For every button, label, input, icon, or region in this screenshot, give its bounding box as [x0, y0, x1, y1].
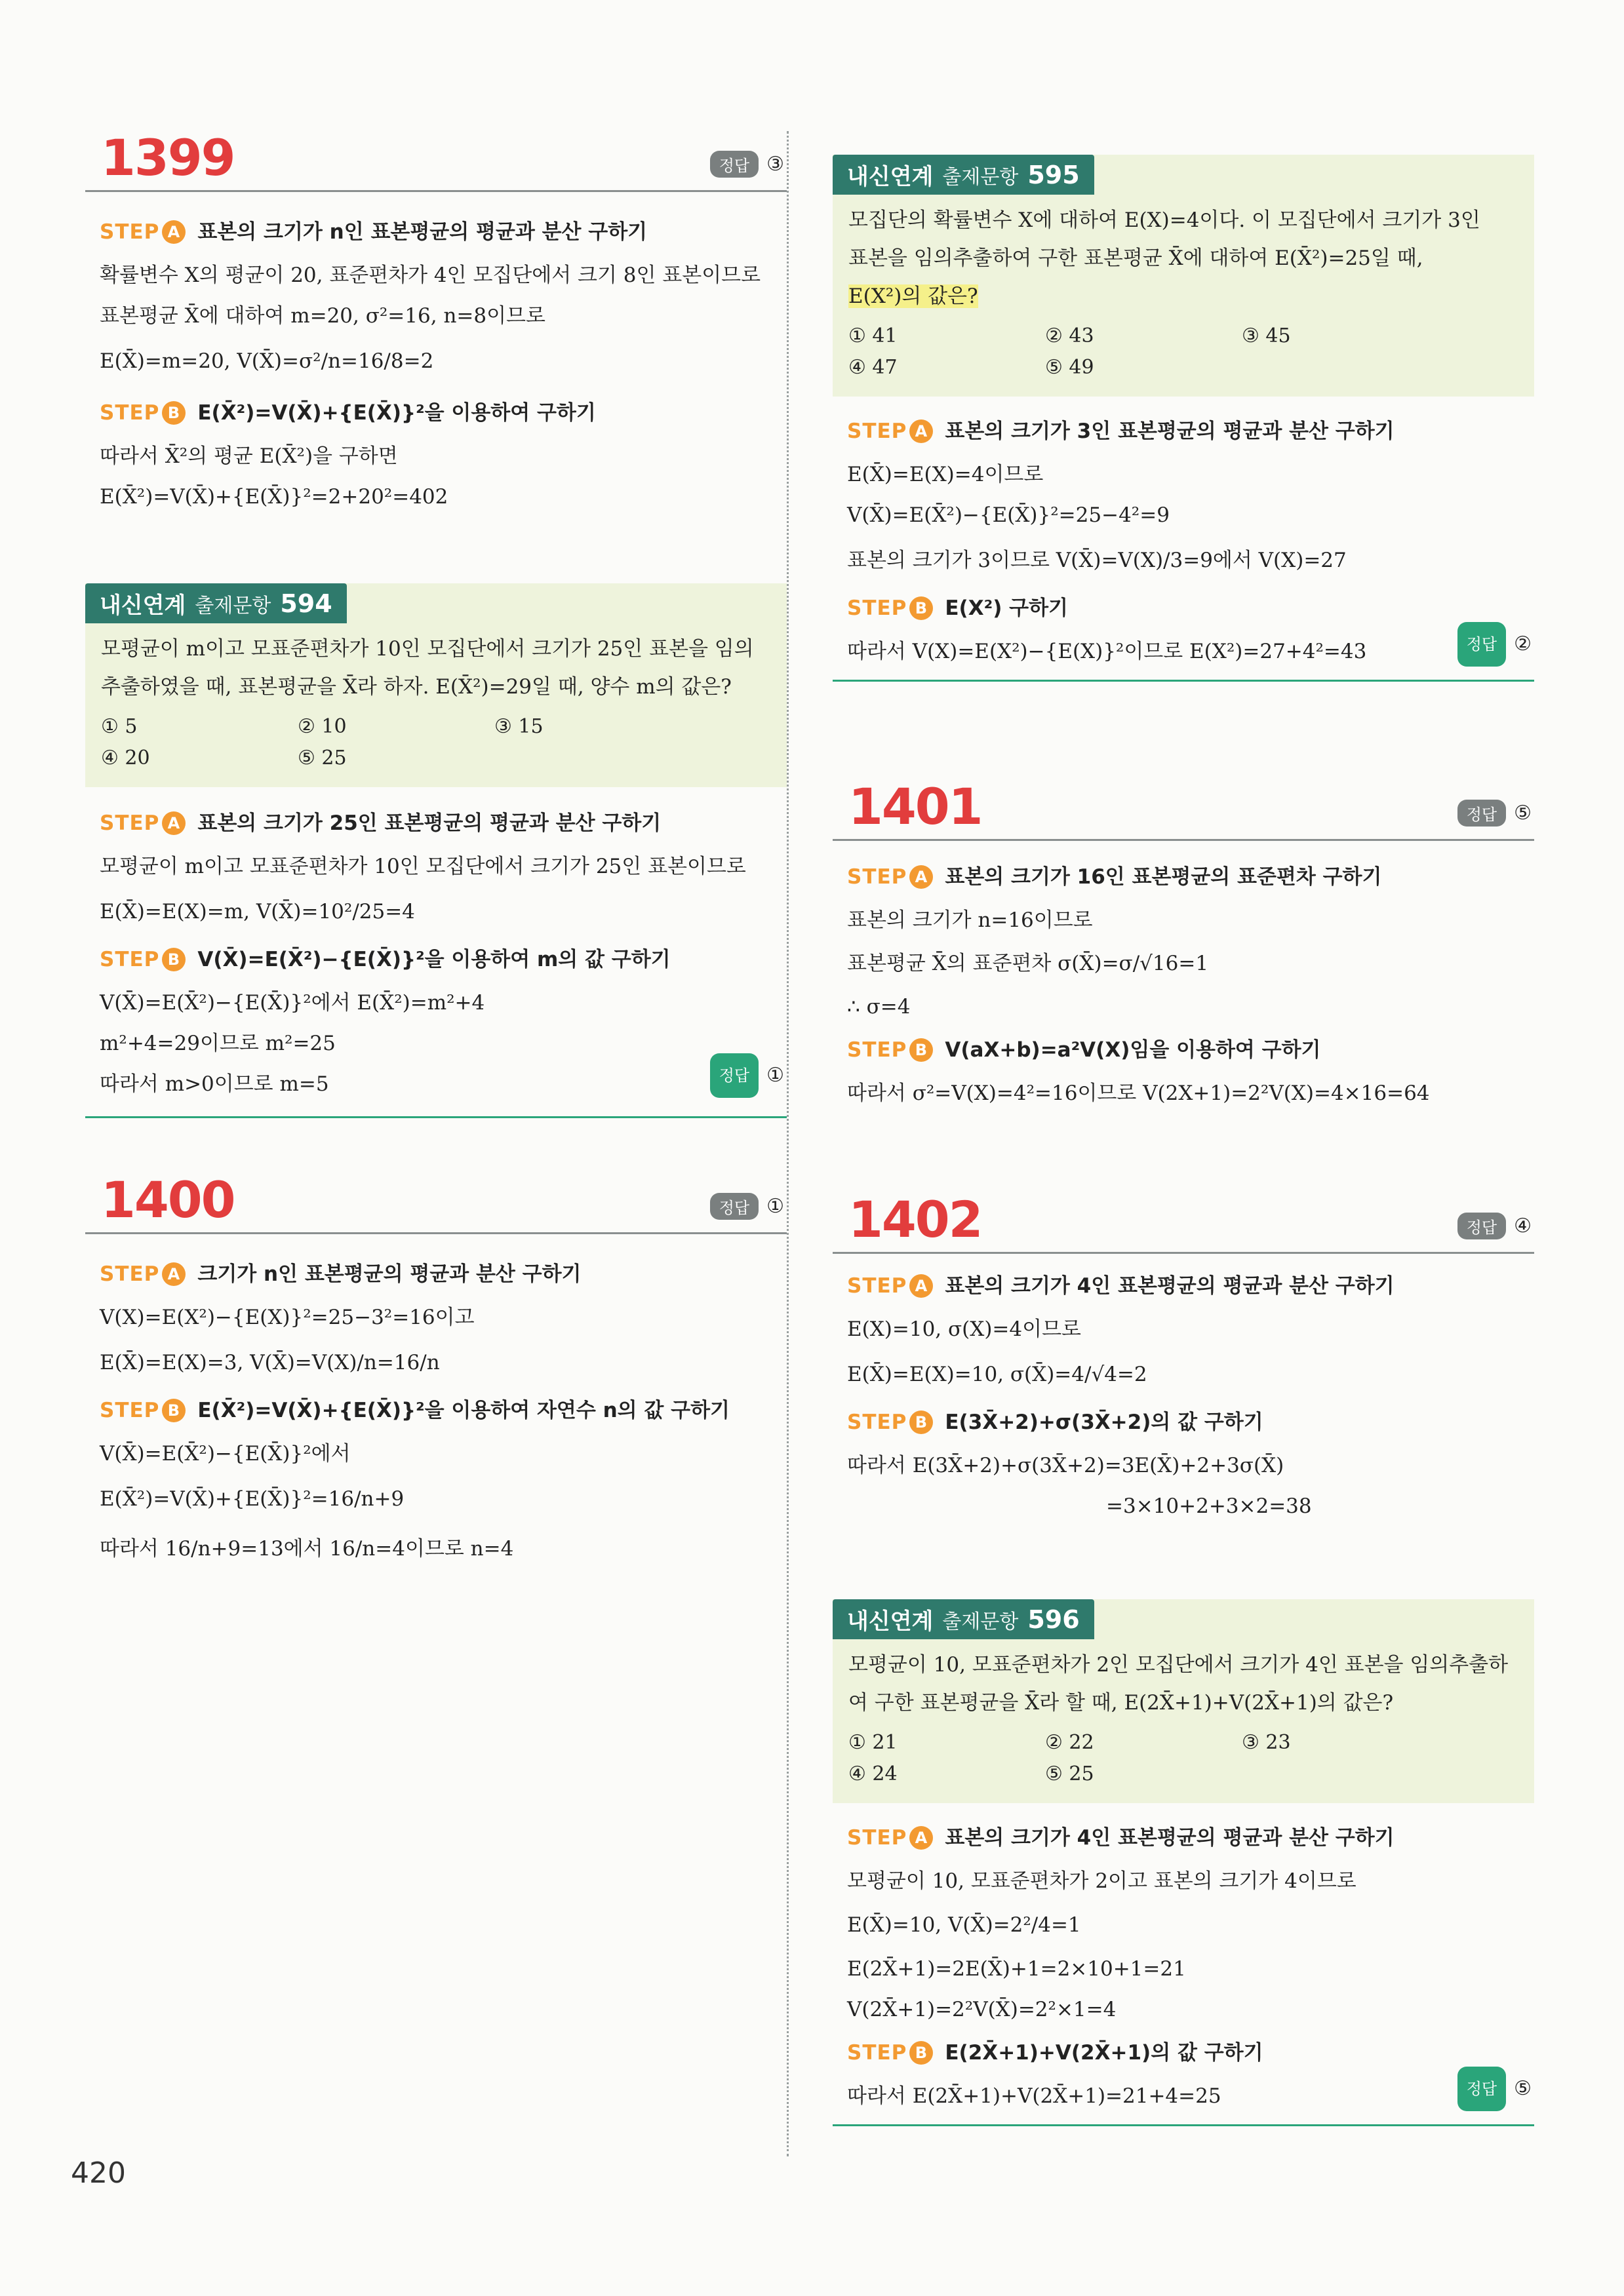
step-letter-icon: A [162, 811, 186, 835]
column-divider [787, 131, 789, 2156]
solution-line: 따라서 E(3X̄+2)+σ(3X̄+2)=3E(X̄)+2+3σ(X̄) [847, 1454, 1284, 1477]
step-header [847, 1815, 1534, 1861]
solution-line: 확률변수 X의 평균이 20, 표준편차가 4인 모집단에서 크기 8인 표본이므로 [100, 263, 761, 287]
solution-line: 따라서 E(2X̄+1)+V(2X̄+1)=21+4=25 [847, 2084, 1221, 2108]
choice: ① 5 [101, 715, 138, 738]
solution-line: E(X̄)=E(X)=3, V(X̄)=V(X)/n=16/n [100, 1351, 440, 1374]
step-letter-icon: A [162, 220, 186, 244]
step-header [100, 1251, 787, 1297]
answer-value: ⑤ [1514, 802, 1532, 825]
answer-tag: 정답 [1457, 800, 1506, 827]
step-b [833, 2030, 1534, 2126]
step-header [100, 390, 787, 436]
box-subtitle: 출제문항 [942, 165, 1019, 189]
step-a [85, 209, 787, 386]
step-tag: STEP A [847, 408, 933, 454]
step-tag: STEP A [100, 800, 186, 846]
choices [848, 321, 1518, 383]
solution-line: E(X̄)=E(X)=4이므로 [847, 463, 1044, 486]
step-b [833, 1027, 1534, 1114]
answer-value: ② [1514, 632, 1532, 655]
step-title: E(X̄²)=V(X̄)+{E(X̄)}²을 이용하여 자연수 n의 값 구하기 [197, 1399, 730, 1422]
step-header [847, 854, 1534, 900]
solution-line: E(X̄²)=V(X̄)+{E(X̄)}²=16/n+9 [100, 1487, 405, 1511]
choice: ① 21 [848, 1731, 898, 1754]
problem-number: 1402 [848, 1190, 982, 1249]
answer-tag: 정답 [710, 1053, 759, 1098]
step-a [833, 408, 1534, 585]
problem-1399 [85, 125, 787, 517]
choice: ⑤ 25 [298, 747, 347, 769]
step-b [85, 937, 787, 1118]
step-letter-icon: B [162, 401, 186, 425]
solution-line: 따라서 X̄²의 평균 E(X̄²)을 구하면 [100, 444, 398, 468]
solution-line: E(X)=10, σ(X)=4이므로 [847, 1317, 1081, 1341]
step-letter-icon: B [162, 1399, 186, 1422]
solution-line: =3×10+2+3×2=38 [1106, 1494, 1312, 1518]
box-title: 내신연계 [847, 164, 934, 190]
solution-line: 모평균이 m이고 모표준편차가 10인 모집단에서 크기가 25인 표본이므로 [100, 855, 746, 878]
choice: ③ 23 [1242, 1731, 1291, 1754]
choice: ③ 15 [494, 715, 544, 738]
box-subtitle: 출제문항 [942, 1610, 1019, 1633]
step-title: E(3X̄+2)+σ(3X̄+2)의 값 구하기 [945, 1411, 1263, 1434]
solution-line: V(2X̄+1)=2²V(X̄)=2²×1=4 [847, 1998, 1117, 2021]
choice: ① 41 [848, 324, 898, 347]
box-number: 595 [1027, 160, 1080, 189]
solution-line: m²+4=29이므로 m²=25 [100, 1032, 336, 1055]
solution-line: 표본의 크기가 3이므로 V(X̄)=V(X)/3=9에서 V(X)=27 [847, 549, 1347, 572]
step-title: 표본의 크기가 4인 표본평균의 평균과 분산 구하기 [945, 1826, 1395, 1850]
step-letter-icon: B [909, 596, 933, 620]
answer-value: ① [766, 1195, 784, 1218]
solution-line: V(X̄)=E(X̄²)−{E(X̄)}²에서 E(X̄²)=m²+4 [100, 991, 485, 1015]
step-title: V(X̄)=E(X̄²)−{E(X̄)}²을 이용하여 m의 값 구하기 [197, 948, 671, 971]
step-a [833, 854, 1534, 1027]
step-tag: STEP A [847, 1263, 933, 1309]
step-title: E(X̄²)=V(X̄)+{E(X̄)}²을 이용하여 구하기 [197, 401, 596, 425]
answer-tag: 정답 [1457, 622, 1506, 667]
answer [1457, 622, 1532, 667]
step-a [85, 1251, 787, 1388]
choices [848, 1727, 1518, 1790]
question-box [85, 583, 787, 787]
answer-tag: 정답 [710, 1193, 759, 1220]
linked-question-594 [85, 583, 787, 1118]
question-body [833, 1639, 1534, 1803]
problem-1402 [833, 1186, 1534, 1527]
question-text: E(X²)의 값은? [848, 284, 978, 308]
answer [710, 151, 784, 178]
solution-line: E(X̄)=10, V(X̄)=2²/4=1 [847, 1913, 1081, 1937]
step-letter-icon: A [909, 865, 933, 889]
choice: ② 22 [1045, 1731, 1094, 1754]
answer-value: ⑤ [1514, 2077, 1532, 2100]
choice: ② 10 [298, 715, 347, 738]
step-header [847, 408, 1534, 454]
step-tag: STEP B [847, 2030, 933, 2076]
step-title: 표본의 크기가 16인 표본평균의 표준편차 구하기 [945, 865, 1382, 889]
step-header [847, 1027, 1534, 1073]
question-text: 모평균이 10, 모표준편차가 2인 모집단에서 크기가 4인 표본을 임의추출하 [848, 1653, 1509, 1677]
question-text: 추출하였을 때, 표본평균을 X̄라 하자. E(X̄²)=29일 때, 양수 m의 값은? [101, 675, 732, 699]
step-letter-icon: B [909, 1038, 933, 1062]
answer [1457, 800, 1532, 827]
question-text: 모평균이 m이고 모표준편차가 10인 모집단에서 크기가 25인 표본을 임의 [101, 637, 754, 661]
answer-value: ① [766, 1064, 784, 1087]
box-title: 내신연계 [847, 1608, 934, 1635]
step-letter-icon: A [162, 1262, 186, 1286]
step-title: 표본의 크기가 4인 표본평균의 평균과 분산 구하기 [945, 1274, 1395, 1298]
solution-line: 따라서 σ²=V(X)=4²=16이므로 V(2X+1)=2²V(X)=4×16=64 [847, 1081, 1430, 1105]
box-number: 596 [1027, 1605, 1080, 1634]
answer-value: ④ [1514, 1215, 1532, 1237]
answer-tag: 정답 [1457, 2067, 1506, 2111]
problem-header [833, 773, 1534, 841]
step-a [85, 800, 787, 937]
answer [710, 1193, 784, 1220]
problem-1401 [833, 773, 1534, 1114]
linked-question-596 [833, 1599, 1534, 2126]
problem-number: 1399 [101, 128, 235, 187]
choices [101, 711, 771, 774]
step-tag: STEP B [847, 585, 933, 631]
step-letter-icon: B [909, 1411, 933, 1434]
problem-header [833, 1186, 1534, 1254]
step-b [833, 585, 1534, 682]
step-title: 표본의 크기가 25인 표본평균의 평균과 분산 구하기 [197, 811, 662, 835]
question-body [85, 623, 787, 787]
solution-line: V(X)=E(X²)−{E(X)}²=25−3²=16이고 [100, 1306, 475, 1329]
step-title: 크기가 n인 표본평균의 평균과 분산 구하기 [197, 1262, 582, 1286]
step-letter-icon: A [909, 1826, 933, 1850]
step-header [100, 209, 787, 255]
step-letter-icon: B [909, 2041, 933, 2065]
box-number: 594 [280, 589, 332, 618]
choice: ③ 45 [1242, 324, 1291, 347]
question-text: 표본을 임의추출하여 구한 표본평균 X̄에 대하여 E(X̄²)=25일 때, [848, 246, 1423, 270]
problem-1400 [85, 1167, 787, 1574]
question-text: 여 구한 표본평균을 X̄라 할 때, E(2X̄+1)+V(2X̄+1)의 값은? [848, 1691, 1394, 1715]
question-box [833, 1599, 1534, 1803]
answer-tag: 정답 [710, 151, 759, 178]
solution-line: 따라서 m>0이므로 m=5 [100, 1072, 329, 1096]
linked-question-595 [833, 155, 1534, 682]
step-title: E(2X̄+1)+V(2X̄+1)의 값 구하기 [945, 2041, 1263, 2065]
solution-line: 표본의 크기가 n=16이므로 [847, 908, 1093, 932]
step-title: 표본의 크기가 3인 표본평균의 평균과 분산 구하기 [945, 419, 1395, 443]
step-header [100, 800, 787, 846]
step-a [833, 1263, 1534, 1399]
solution-line: E(X̄²)=V(X̄)+{E(X̄)}²=2+20²=402 [100, 485, 448, 509]
choice: ④ 24 [848, 1762, 898, 1785]
page-number: 420 [71, 2156, 126, 2190]
question-text: 모집단의 확률변수 X에 대하여 E(X)=4이다. 이 모집단에서 크기가 3인 [848, 208, 1480, 232]
step-letter-icon: A [909, 419, 933, 443]
problem-number: 1400 [101, 1171, 235, 1229]
question-box-header [833, 155, 1094, 195]
choice: ④ 20 [101, 747, 150, 769]
step-a [833, 1815, 1534, 2030]
solution-line: 따라서 16/n+9=13에서 16/n=4이므로 n=4 [100, 1537, 514, 1561]
choice: ⑤ 25 [1045, 1762, 1094, 1785]
answer [1457, 1213, 1532, 1239]
step-tag: STEP B [100, 1388, 186, 1433]
step-tag: STEP A [100, 209, 186, 255]
step-b [833, 1399, 1534, 1527]
choice: ⑤ 49 [1045, 356, 1094, 379]
box-title: 내신연계 [100, 593, 186, 619]
step-letter-icon: A [909, 1274, 933, 1298]
box-subtitle: 출제문항 [195, 594, 271, 617]
problem-number: 1401 [848, 777, 982, 836]
step-header [847, 1263, 1534, 1309]
step-header [100, 1388, 787, 1433]
solution-line: 표본평균 X̄의 표준편차 σ(X̄)=σ/√16=1 [847, 952, 1209, 975]
step-title: E(X²) 구하기 [945, 596, 1068, 620]
problem-header [85, 1167, 787, 1234]
solution-line: E(X̄)=E(X)=10, σ(X̄)=4/√4=2 [847, 1363, 1147, 1386]
solution-line: 모평균이 10, 모표준편차가 2이고 표본의 크기가 4이므로 [847, 1869, 1357, 1893]
answer-tag: 정답 [1457, 1213, 1506, 1239]
answer-value: ③ [766, 153, 784, 176]
step-tag: STEP A [847, 1815, 933, 1861]
solution-line: ∴ σ=4 [847, 995, 911, 1019]
answer [1457, 2067, 1532, 2111]
solution-line: E(X̄)=E(X)=m, V(X̄)=10²/25=4 [100, 900, 415, 924]
solution-line: V(X̄)=E(X̄²)−{E(X̄)}²=25−4²=9 [847, 503, 1170, 527]
step-title: V(aX+b)=a²V(X)임을 이용하여 구하기 [945, 1038, 1321, 1062]
step-b [85, 390, 787, 517]
step-tag: STEP B [847, 1399, 933, 1445]
step-header [847, 1399, 1534, 1445]
solution-line: E(2X̄+1)=2E(X̄)+1=2×10+1=21 [847, 1957, 1186, 1981]
step-title: 표본의 크기가 n인 표본평균의 평균과 분산 구하기 [197, 220, 648, 244]
choice: ④ 47 [848, 356, 898, 379]
solution-line: 표본평균 X̄에 대하여 m=20, σ²=16, n=8이므로 [100, 304, 545, 328]
question-box-header [85, 583, 347, 623]
answer [710, 1053, 784, 1098]
step-tag: STEP B [100, 390, 186, 436]
step-tag: STEP A [847, 854, 933, 900]
step-tag: STEP B [100, 937, 186, 983]
step-header [100, 937, 787, 983]
solution-line: E(X̄)=m=20, V(X̄)=σ²/n=16/8=2 [100, 349, 434, 373]
question-body [833, 195, 1534, 397]
step-letter-icon: B [162, 948, 186, 971]
question-box [833, 155, 1534, 397]
solution-line: 따라서 V(X)=E(X²)−{E(X)}²이므로 E(X²)=27+4²=43 [847, 640, 1367, 663]
step-tag: STEP A [100, 1251, 186, 1297]
problem-header [85, 125, 787, 192]
step-b [85, 1388, 787, 1574]
step-header [847, 585, 1534, 631]
choice: ② 43 [1045, 324, 1094, 347]
question-box-header [833, 1599, 1094, 1639]
step-header [847, 2030, 1534, 2076]
step-tag: STEP B [847, 1027, 933, 1073]
solution-line: V(X̄)=E(X̄²)−{E(X̄)}²에서 [100, 1442, 351, 1466]
